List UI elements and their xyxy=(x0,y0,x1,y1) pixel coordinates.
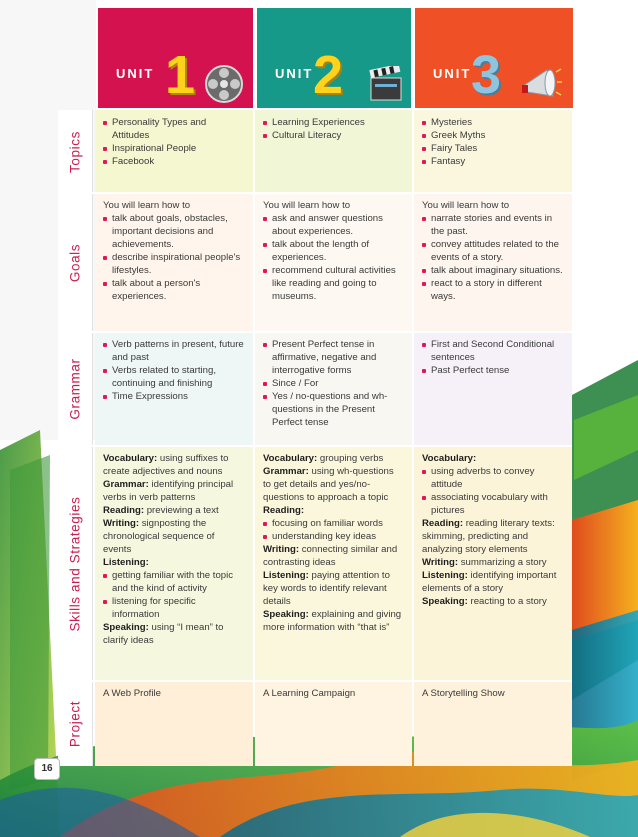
skills-unit-1 xyxy=(95,446,253,681)
row-divider xyxy=(58,331,572,333)
skill-reading xyxy=(103,504,245,517)
row-label-project xyxy=(58,681,93,766)
skill-speaking xyxy=(263,608,404,634)
skill-text: using wh-questions to get details and yes/no-questions to approach a topic xyxy=(263,466,394,503)
goals-unit-1 xyxy=(95,193,253,332)
list-item: recommend cultural activities like reading and going to museums. xyxy=(263,264,404,303)
skill-label: Listening: xyxy=(103,557,149,568)
skill-label: Writing: xyxy=(263,544,300,555)
skill-listening xyxy=(422,569,564,595)
list-item: associating vocabulary with pictures xyxy=(422,491,564,517)
list-item: Mysteries xyxy=(422,116,564,129)
row-divider xyxy=(58,680,572,682)
row-label-text: Goals xyxy=(67,243,83,282)
list-item: focusing on familiar words xyxy=(263,517,404,530)
unit-1-header xyxy=(98,8,253,108)
list-item: Cultural Literacy xyxy=(263,129,404,142)
row-divider xyxy=(58,445,572,447)
skill-label: Reading: xyxy=(422,518,464,529)
topics-unit-3 xyxy=(414,110,572,193)
row-label-text: Skills and Strategies xyxy=(67,496,83,631)
list-item: Verbs related to starting, continuing and finishing xyxy=(103,364,245,390)
megaphone-icon xyxy=(519,60,563,104)
list-item: talk about a person's experiences. xyxy=(103,277,245,303)
skill-vocabulary xyxy=(103,452,245,478)
skill-text: connecting similar and contrasting ideas xyxy=(263,544,398,568)
project-title: A Learning Campaign xyxy=(263,688,356,699)
skill-reading xyxy=(263,504,404,517)
skill-label: Vocabulary: xyxy=(263,453,318,464)
skill-label: Speaking: xyxy=(103,622,149,633)
list-item: Fairy Tales xyxy=(422,142,564,155)
topics-unit-1 xyxy=(95,110,253,193)
skill-label: Vocabulary: xyxy=(422,453,477,464)
unit-label: UNIT xyxy=(275,66,314,81)
skill-listening xyxy=(263,569,404,608)
skill-speaking xyxy=(422,595,564,608)
project-unit-3 xyxy=(414,681,572,766)
goals-unit-2 xyxy=(255,193,412,332)
list-item: react to a story in different ways. xyxy=(422,277,564,303)
row-label-text: Grammar xyxy=(67,358,83,420)
row-label-topics xyxy=(58,110,93,193)
skill-label: Vocabulary: xyxy=(103,453,158,464)
skill-label: Reading: xyxy=(103,505,145,516)
unit-number: 3 xyxy=(471,45,502,105)
list-item: Since / For xyxy=(263,377,404,390)
list-item: Past Perfect tense xyxy=(422,364,564,377)
list-item: Present Perfect tense in affirmative, negative and interrogative forms xyxy=(263,338,404,377)
skill-speaking xyxy=(103,621,245,647)
page-number: 16 xyxy=(34,758,60,780)
skill-writing xyxy=(103,517,245,556)
skill-label: Listening: xyxy=(263,570,309,581)
skill-listening xyxy=(103,556,245,569)
row-label-skills xyxy=(58,446,93,681)
row-divider xyxy=(58,192,572,194)
unit-number: 1 xyxy=(165,45,196,105)
row-label-text: Project xyxy=(67,700,83,747)
goals-intro: You will learn how to xyxy=(422,200,510,211)
skill-text: identifying principal verbs in verb patterns xyxy=(103,479,234,503)
project-unit-2 xyxy=(255,681,412,766)
skill-text: using suffixes to create adjectives and nouns xyxy=(103,453,229,477)
list-item: listening for specific information xyxy=(103,595,245,621)
unit-3-header xyxy=(415,8,573,108)
row-label-grammar xyxy=(58,332,93,446)
row-label-goals xyxy=(58,193,93,332)
skill-label: Speaking: xyxy=(263,609,309,620)
skill-text: reacting to a story xyxy=(470,596,547,607)
goals-unit-3 xyxy=(414,193,572,332)
row-label-text: Topics xyxy=(67,130,83,173)
skill-label: Listening: xyxy=(422,570,468,581)
list-item: Learning Experiences xyxy=(263,116,404,129)
list-item: Inspirational People xyxy=(103,142,245,155)
project-title: A Storytelling Show xyxy=(422,688,505,699)
skill-text: previewing a text xyxy=(146,505,219,516)
grammar-unit-3 xyxy=(414,332,572,446)
list-item: Greek Myths xyxy=(422,129,564,142)
skill-text: paying attention to key words to identify relevant details xyxy=(263,570,390,607)
skill-vocabulary xyxy=(263,452,404,465)
list-item: narrate stories and events in the past. xyxy=(422,212,564,238)
skills-unit-3 xyxy=(414,446,572,681)
unit-label: UNIT xyxy=(116,66,155,81)
skill-text: using “I mean” to clarify ideas xyxy=(103,622,224,646)
list-item: talk about goals, obstacles, important decisions and achievements. xyxy=(103,212,245,251)
skill-grammar xyxy=(103,478,245,504)
skill-text: reading literary texts: skimming, predicting and analyzing story elements xyxy=(422,518,555,555)
skill-writing xyxy=(263,543,404,569)
skill-label: Writing: xyxy=(103,518,140,529)
unit-label: UNIT xyxy=(433,66,472,81)
list-item: Personality Types and Attitudes xyxy=(103,116,245,142)
skill-label: Grammar: xyxy=(103,479,149,490)
skill-text: grouping verbs xyxy=(319,453,384,464)
list-item: getting familiar with the topic and the kind of activity xyxy=(103,569,245,595)
list-item: using adverbs to convey attitude xyxy=(422,465,564,491)
list-item: talk about the length of experiences. xyxy=(263,238,404,264)
goals-intro: You will learn how to xyxy=(263,200,351,211)
skill-writing xyxy=(422,556,564,569)
skill-label: Writing: xyxy=(422,557,459,568)
list-item: understanding key ideas xyxy=(263,530,404,543)
skill-text: identifying important elements of a story xyxy=(422,570,557,594)
list-item: describe inspirational people's lifestyles. xyxy=(103,251,245,277)
skill-text: signposting the chronological sequence of events xyxy=(103,518,215,555)
skill-vocabulary xyxy=(422,452,564,465)
project-title: A Web Profile xyxy=(103,688,161,699)
list-item: convey attitudes related to the events of a story. xyxy=(422,238,564,264)
list-item: Yes / no-questions and wh-questions in the Present Perfect tense xyxy=(263,390,404,429)
film-reel-icon xyxy=(204,64,244,104)
clapperboard-icon xyxy=(369,66,403,102)
skill-label: Reading: xyxy=(263,505,305,516)
skill-text: explaining and giving more information with “that is” xyxy=(263,609,402,633)
skill-grammar xyxy=(263,465,404,504)
list-item: Fantasy xyxy=(422,155,564,168)
grammar-unit-2 xyxy=(255,332,412,446)
grammar-unit-1 xyxy=(95,332,253,446)
unit-number: 2 xyxy=(313,45,344,105)
skill-reading xyxy=(422,517,564,556)
list-item: Verb patterns in present, future and past xyxy=(103,338,245,364)
topics-unit-2 xyxy=(255,110,412,193)
list-item: Facebook xyxy=(103,155,245,168)
list-item: First and Second Conditional sentences xyxy=(422,338,564,364)
list-item: talk about imaginary situations. xyxy=(422,264,564,277)
skill-label: Grammar: xyxy=(263,466,309,477)
list-item: ask and answer questions about experiences. xyxy=(263,212,404,238)
unit-2-header xyxy=(257,8,411,108)
goals-intro: You will learn how to xyxy=(103,200,191,211)
skill-text: summarizing a story xyxy=(460,557,547,568)
project-unit-1 xyxy=(95,681,253,766)
list-item: Time Expressions xyxy=(103,390,245,403)
skills-unit-2 xyxy=(255,446,412,681)
skill-label: Speaking: xyxy=(422,596,468,607)
